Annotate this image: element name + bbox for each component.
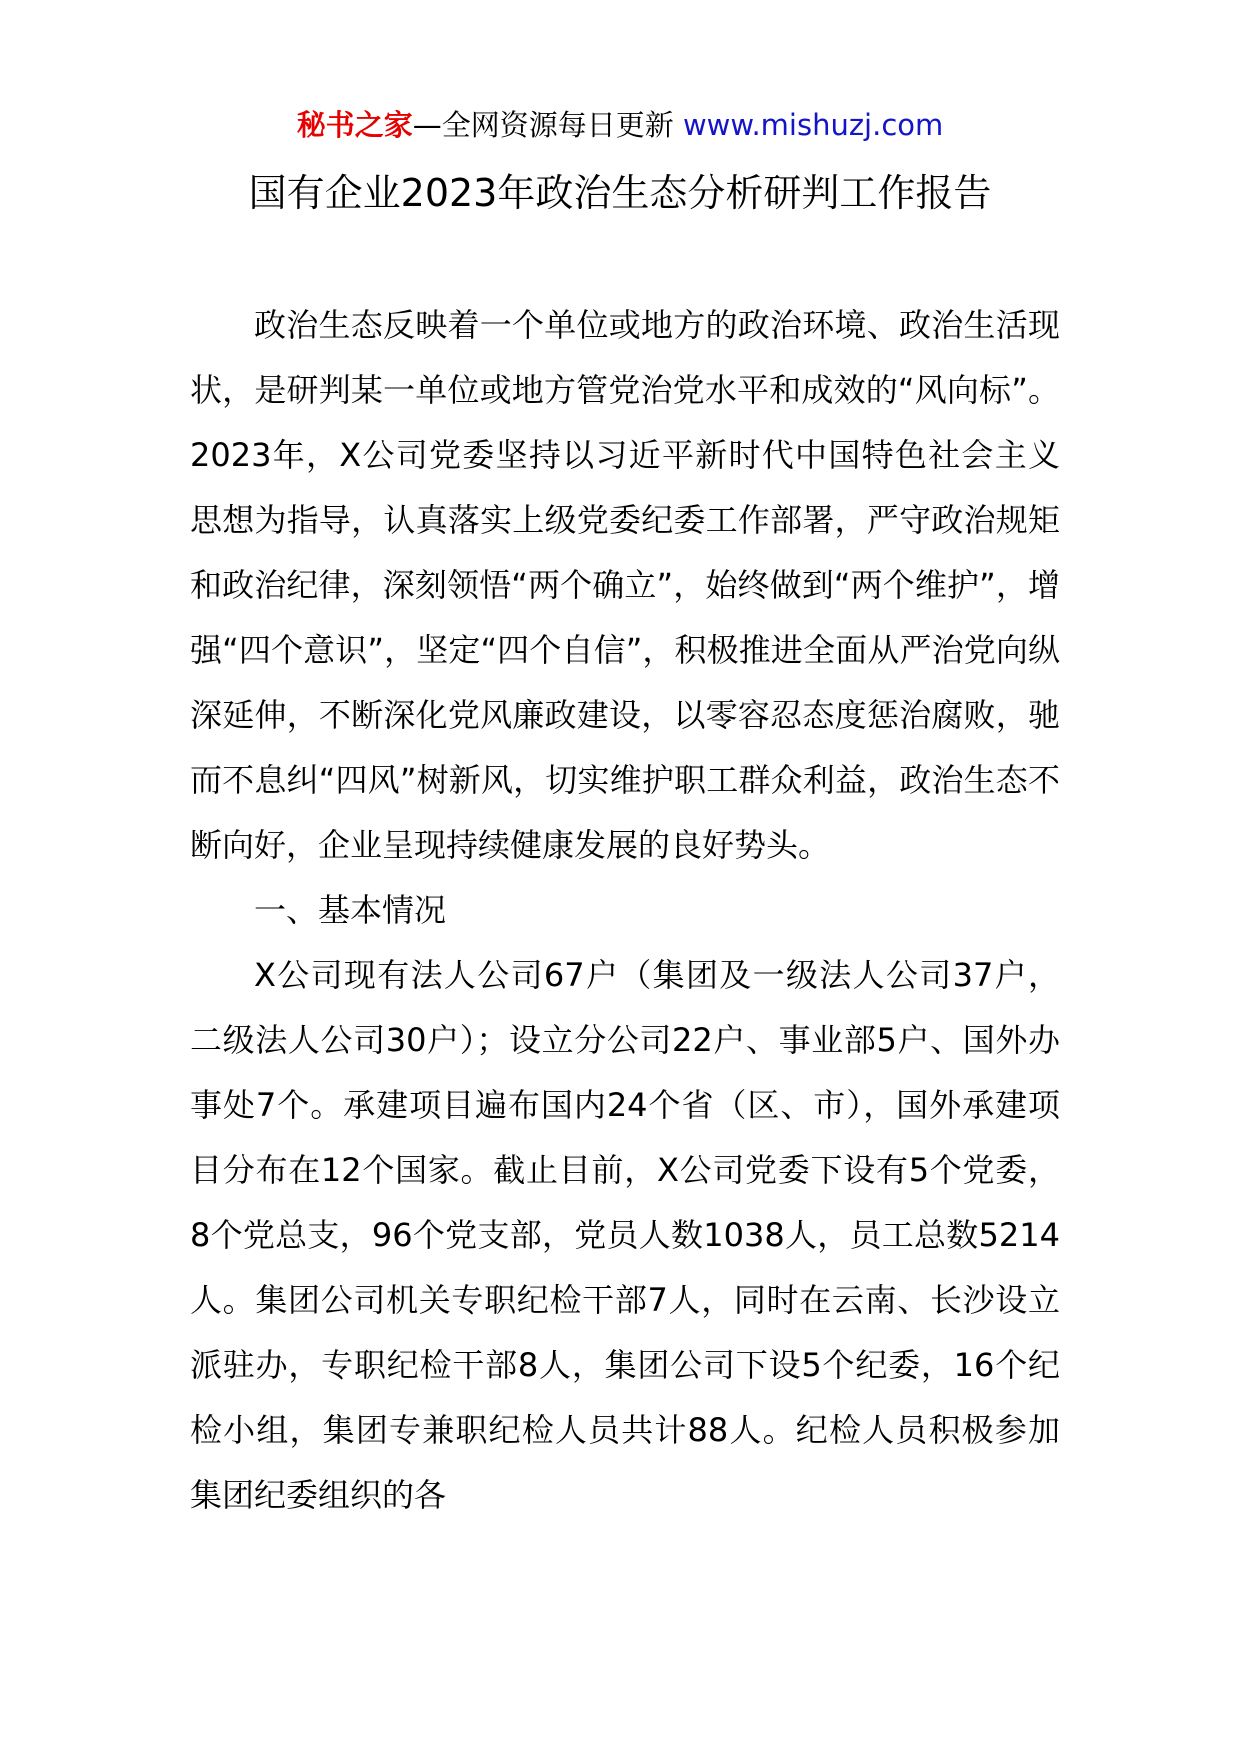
brand-name: 秘书之家 (296, 108, 413, 142)
document-body (190, 293, 1060, 1528)
section-heading-basic-situation: 一、基本情况 (254, 891, 447, 929)
paragraph-intro: 政治生态反映着一个单位或地方的政治环境、政治生活现状，是研判某一单位或地方管党治党水平和成效的“风向标”。2023年，X公司党委坚持以习近平新时代中国特色社会主义思想为指导，认真落实上级党委纪委工作部署，严守政治规矩和政治纪律，深刻领悟“两个确立”，始终做到“两个维护”，增强“四个意识”，坚定“四个自信”，积极推进全面从严治党向纵深延伸，不断深化党风廉政建设，以零容忍态度惩治腐败，驰而不息纠“四风”树新风，切实维护职工群众利益，政治生态不断向好，企业呈现持续健康发展的良好势头。 (190, 306, 1060, 864)
banner-tagline: —全网资源每日更新 (412, 108, 674, 142)
site-banner (0, 105, 1240, 145)
site-url-link[interactable]: www.mishuzj.com (682, 108, 944, 142)
paragraph-basic-situation: X公司现有法人公司67户（集团及一级法人公司37户，二级法人公司30户）；设立分公司22户、事业部5户、国外办事处7个。承建项目遍布国内24个省（区、市），国外承建项目分布在12个国家。截止目前，X公司党委下设有5个党委，8个党总支，96个党支部，党员人数1038人，员工总数5214人。集团公司机关专职纪检干部7人，同时在云南、长沙设立派驻办，专职纪检干部8人，集团公司下设5个纪委，16个纪检小组，集团专兼职纪检人员共计88人。纪检人员积极参加集团纪委组织的各 (190, 956, 1060, 1514)
document-title: 国有企业2023年政治生态分析研判工作报告 (248, 171, 992, 215)
